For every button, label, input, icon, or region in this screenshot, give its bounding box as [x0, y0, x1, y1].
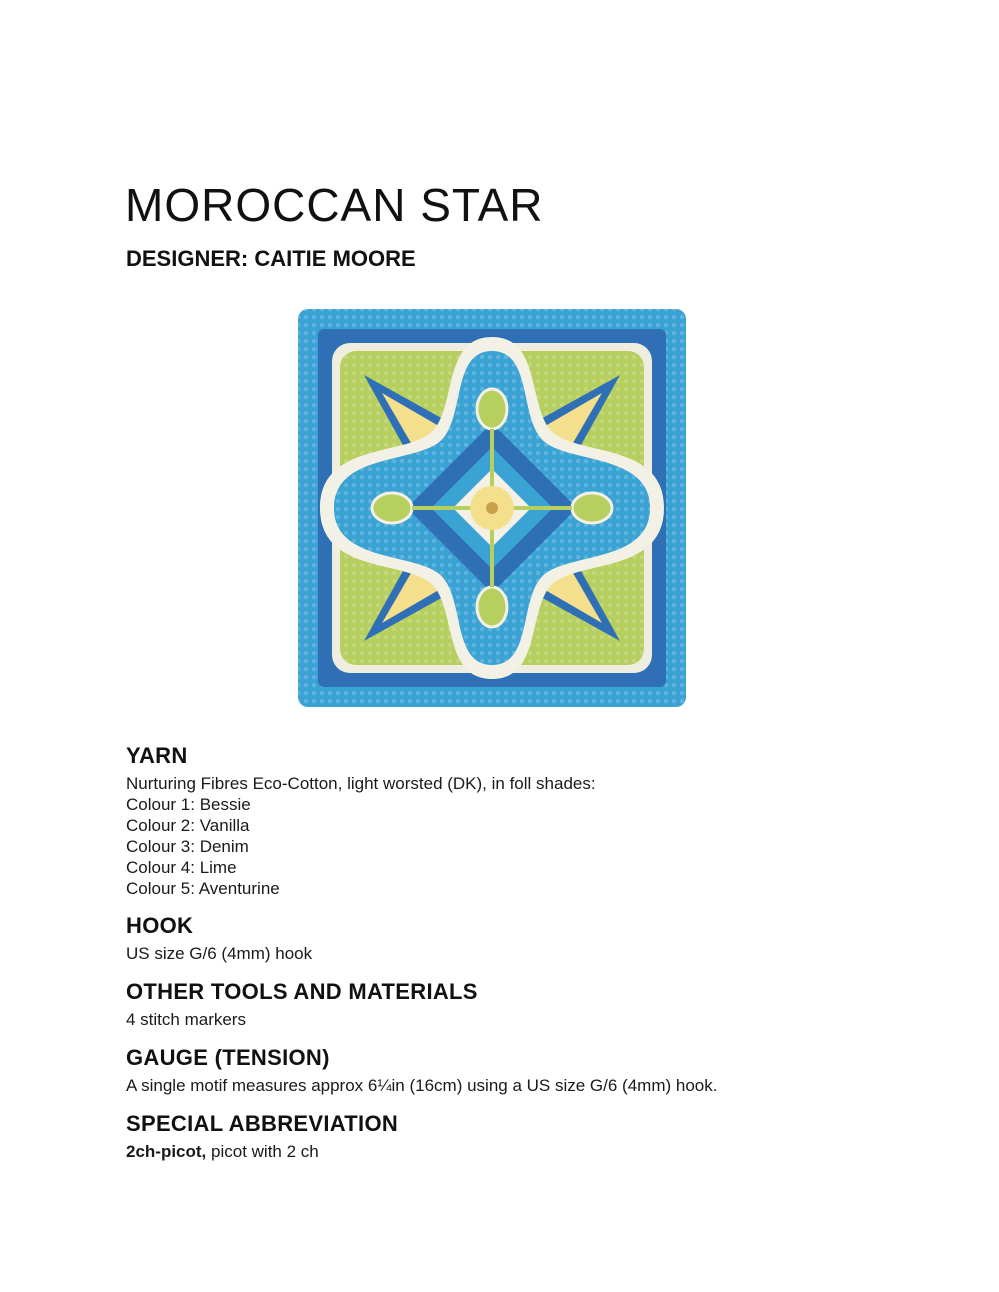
- abbreviation-heading: SPECIAL ABBREVIATION: [126, 1111, 399, 1136]
- designer-credit: DESIGNER: CAITIE MOORE: [126, 246, 416, 271]
- yarn-section: [126, 743, 906, 899]
- tools-text: 4 stitch markers: [126, 1010, 246, 1029]
- abbreviation-entry: [126, 1141, 906, 1162]
- abbreviation-definition: picot with 2 ch: [206, 1142, 319, 1161]
- gauge-heading: GAUGE (TENSION): [126, 1045, 330, 1070]
- tools-section: [126, 979, 906, 1030]
- hook-section: [126, 913, 906, 964]
- yarn-description: Nurturing Fibres Eco-Cotton, light worsted (DK), in foll shades:: [126, 774, 596, 793]
- abbreviation-section: [126, 1111, 906, 1162]
- tools-heading: OTHER TOOLS AND MATERIALS: [126, 979, 478, 1004]
- yarn-colour-4: Colour 4: Lime: [126, 858, 237, 877]
- yarn-colour-1: Colour 1: Bessie: [126, 795, 251, 814]
- yarn-heading: YARN: [126, 743, 188, 768]
- yarn-colour-3: Colour 3: Denim: [126, 837, 249, 856]
- page-title: MOROCCAN STAR: [125, 179, 544, 231]
- yarn-colour-2: Colour 2: Vanilla: [126, 816, 250, 835]
- yarn-colour-5: Colour 5: Aventurine: [126, 879, 280, 898]
- hook-text: US size G/6 (4mm) hook: [126, 944, 313, 963]
- crochet-motif-image: [294, 305, 690, 711]
- hook-heading: HOOK: [126, 913, 194, 938]
- gauge-section: [126, 1045, 906, 1096]
- gauge-text: A single motif measures approx 6¼in (16cm) using a US size G/6 (4mm) hook.: [126, 1076, 718, 1095]
- abbreviation-term: 2ch-picot,: [126, 1142, 207, 1161]
